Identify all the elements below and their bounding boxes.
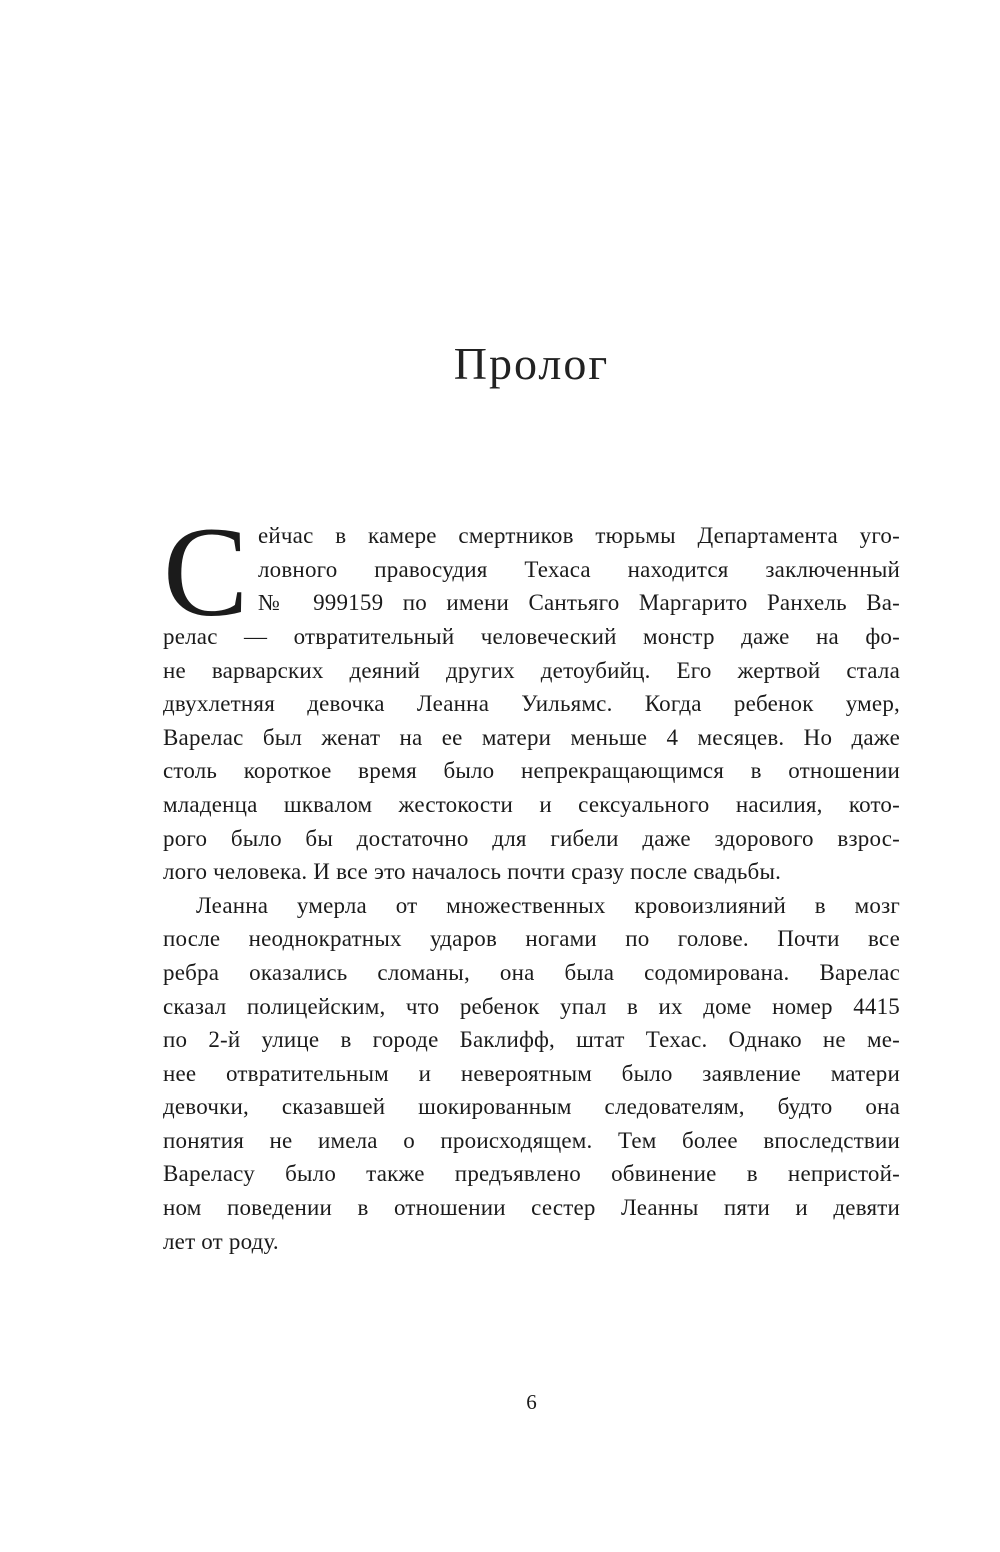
text-line: ловного правосудия Техаса находится заключенный: [258, 556, 900, 582]
chapter-title: Пролог: [453, 338, 610, 389]
text-line: ном поведении в отношении сестер Леанны пяти и девяти: [163, 1195, 900, 1221]
text-line: релас — отвратительный человеческий монстр даже на фо-: [163, 623, 900, 649]
text-line: после неоднократных ударов ногами по голове. Почти все: [163, 926, 900, 952]
text-line: двухлетняя девочка Леанна Уильямс. Когда ребенок умер,: [163, 691, 900, 717]
text-line: по 2-й улице в городе Баклифф, штат Техас. Однако не ме-: [163, 1027, 900, 1053]
text-line: младенца шквалом жестокости и сексуального насилия, кото-: [163, 791, 900, 817]
text-line: Леанна умерла от множественных кровоизлияний в мозг: [196, 892, 900, 918]
text-line: нее отвратительным и невероятным было заявление матери: [163, 1060, 900, 1086]
text-line: лет от роду.: [163, 1228, 279, 1254]
text-line: лого человека. И все это началось почти сразу после свадьбы.: [163, 859, 782, 885]
text-line: ейчас в камере смертников тюрьмы Департамента уго-: [258, 523, 900, 549]
text-line: Вареласу было также предъявлено обвинение в непристой-: [163, 1161, 900, 1187]
text-line: сказал полицейским, что ребенок упал в их доме номер 4415: [163, 993, 900, 1019]
text-line: Варелас был женат на ее матери меньше 4 месяцев. Но даже: [163, 724, 900, 750]
drop-cap: С: [163, 501, 249, 644]
page-number: 6: [526, 1390, 537, 1414]
paragraph-2: [163, 889, 900, 1259]
text-line: не варварских деяний других детоубийц. Его жертвой стала: [163, 657, 900, 683]
text-line: № 999159 по имени Сантьяго Маргарито Ранхель Ва-: [258, 590, 900, 616]
text-block: [163, 0, 900, 1258]
text-line: девочки, сказавшей шокированным следователям, будто она: [163, 1094, 900, 1120]
text-line: рого было бы достаточно для гибели даже здорового взрос-: [163, 825, 900, 851]
text-line: понятия не имела о происходящем. Тем более впоследствии: [163, 1127, 900, 1153]
text-line: ребра оказались сломаны, она была содомирована. Варелас: [163, 959, 900, 985]
paragraph-1: [163, 501, 900, 889]
text-line: столь короткое время было непрекращающимся в отношении: [163, 758, 900, 784]
